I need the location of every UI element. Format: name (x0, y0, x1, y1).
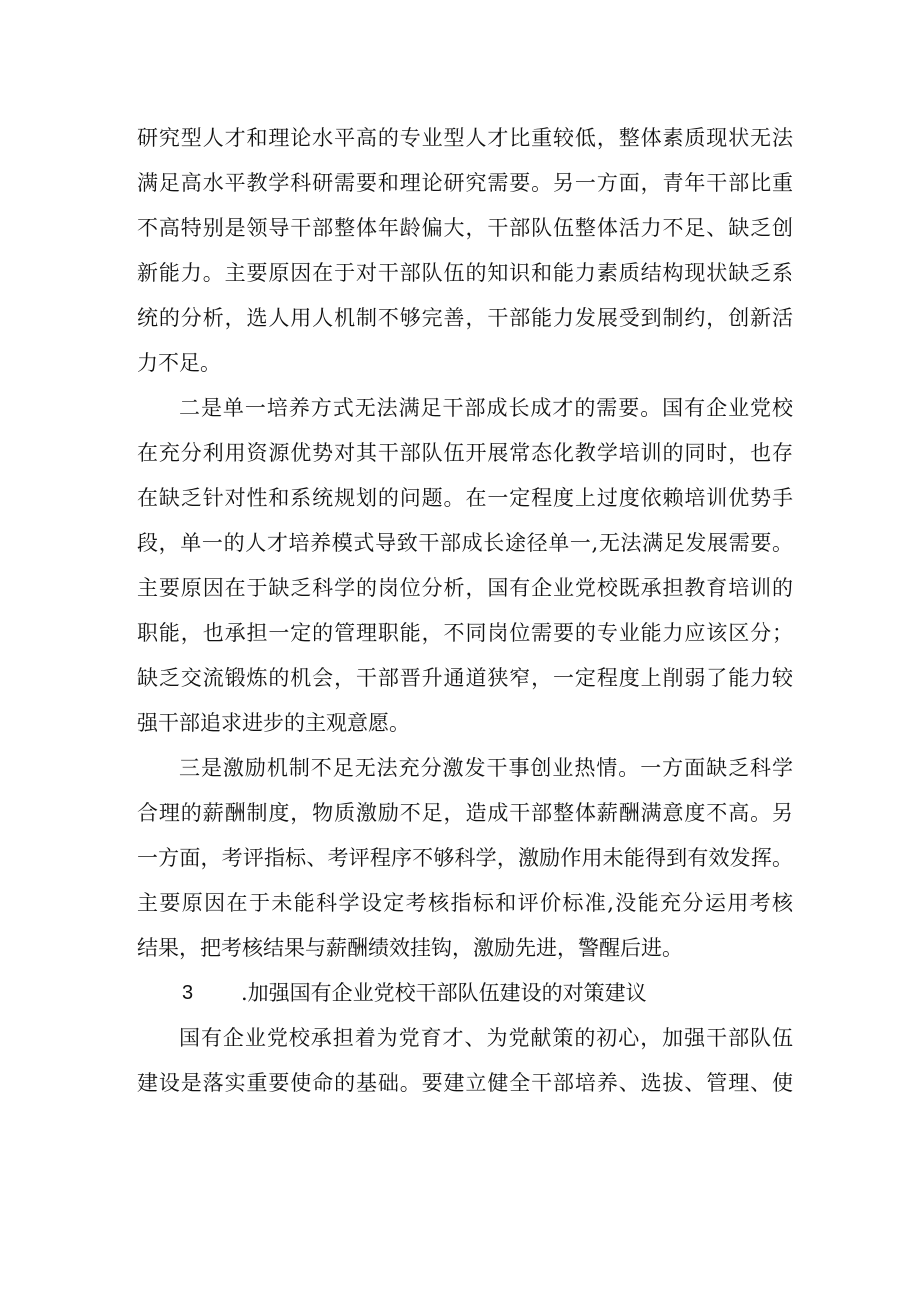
paragraph-line: 段，单一的人才培养模式导致干部成长途径单一,无法满足发展需要。 (137, 531, 793, 555)
paragraph-line: 国有企业党校承担着为党育才、为党献策的初心，加强干部队伍 (179, 1026, 793, 1050)
paragraph-line: 力不足。 (137, 351, 221, 375)
paragraph-line: 不高特别是领导干部整体年龄偏大，干部队伍整体活力不足、缺乏创 (137, 216, 793, 240)
paragraph-line: 结果，把考核结果与薪酬绩效挂钩，激励先进，警醒后进。 (137, 936, 683, 960)
paragraph-line: 强干部追求进步的主观意愿。 (137, 711, 410, 735)
paragraph-2 (137, 386, 793, 746)
paragraph-line: 研究型人才和理论水平高的专业型人才比重较低，整体素质现状无法 (137, 126, 793, 150)
paragraph-line: 职能，也承担一定的管理职能，不同岗位需要的专业能力应该区分； (137, 621, 793, 645)
paragraph-line: 统的分析，选人用人机制不够完善，干部能力发展受到制约，创新活 (137, 306, 793, 330)
paragraph-line: 新能力。主要原因在于对干部队伍的知识和能力素质结构现状缺乏系 (137, 261, 793, 285)
document-body (137, 116, 793, 1106)
paragraph-line: 主要原因在于未能科学设定考核指标和评价标准,没能充分运用考核 (137, 891, 793, 915)
paragraph-line: 主要原因在于缺乏科学的岗位分析，国有企业党校既承担教育培训的 (137, 576, 793, 600)
paragraph-line: 建设是落实重要使命的基础。要建立健全干部培养、选拔、管理、使 (137, 1071, 793, 1095)
paragraph-1 (137, 116, 793, 386)
paragraph-line: 合理的薪酬制度，物质激励不足，造成干部整体薪酬满意度不高。另 (137, 801, 793, 825)
paragraph-line: 缺乏交流锻炼的机会，干部晋升通道狭窄，一定程度上削弱了能力较 (137, 666, 793, 690)
paragraph-line: 三是激励机制不足无法充分激发干事创业热情。一方面缺乏科学 (179, 756, 793, 780)
paragraph-line: 满足高水平教学科研需要和理论研究需要。另一方面，青年干部比重 (137, 171, 793, 195)
paragraph-line: 在充分利用资源优势对其干部队伍开展常态化教学培训的同时，也存 (137, 441, 793, 465)
section-heading (137, 971, 793, 1016)
section-number: 3 (182, 982, 194, 1004)
paragraph-3 (137, 746, 793, 971)
paragraph-line: 一方面，考评指标、考评程序不够科学，激励作用未能得到有效发挥。 (137, 846, 793, 870)
section-title: .加强国有企业党校干部队伍建设的对策建议 (241, 981, 647, 1005)
paragraph-line: 在缺乏针对性和系统规划的问题。在一定程度上过度依赖培训优势手 (137, 486, 793, 510)
paragraph-4 (137, 1016, 793, 1106)
paragraph-line: 二是单一培养方式无法满足干部成长成才的需要。国有企业党校 (179, 396, 793, 420)
